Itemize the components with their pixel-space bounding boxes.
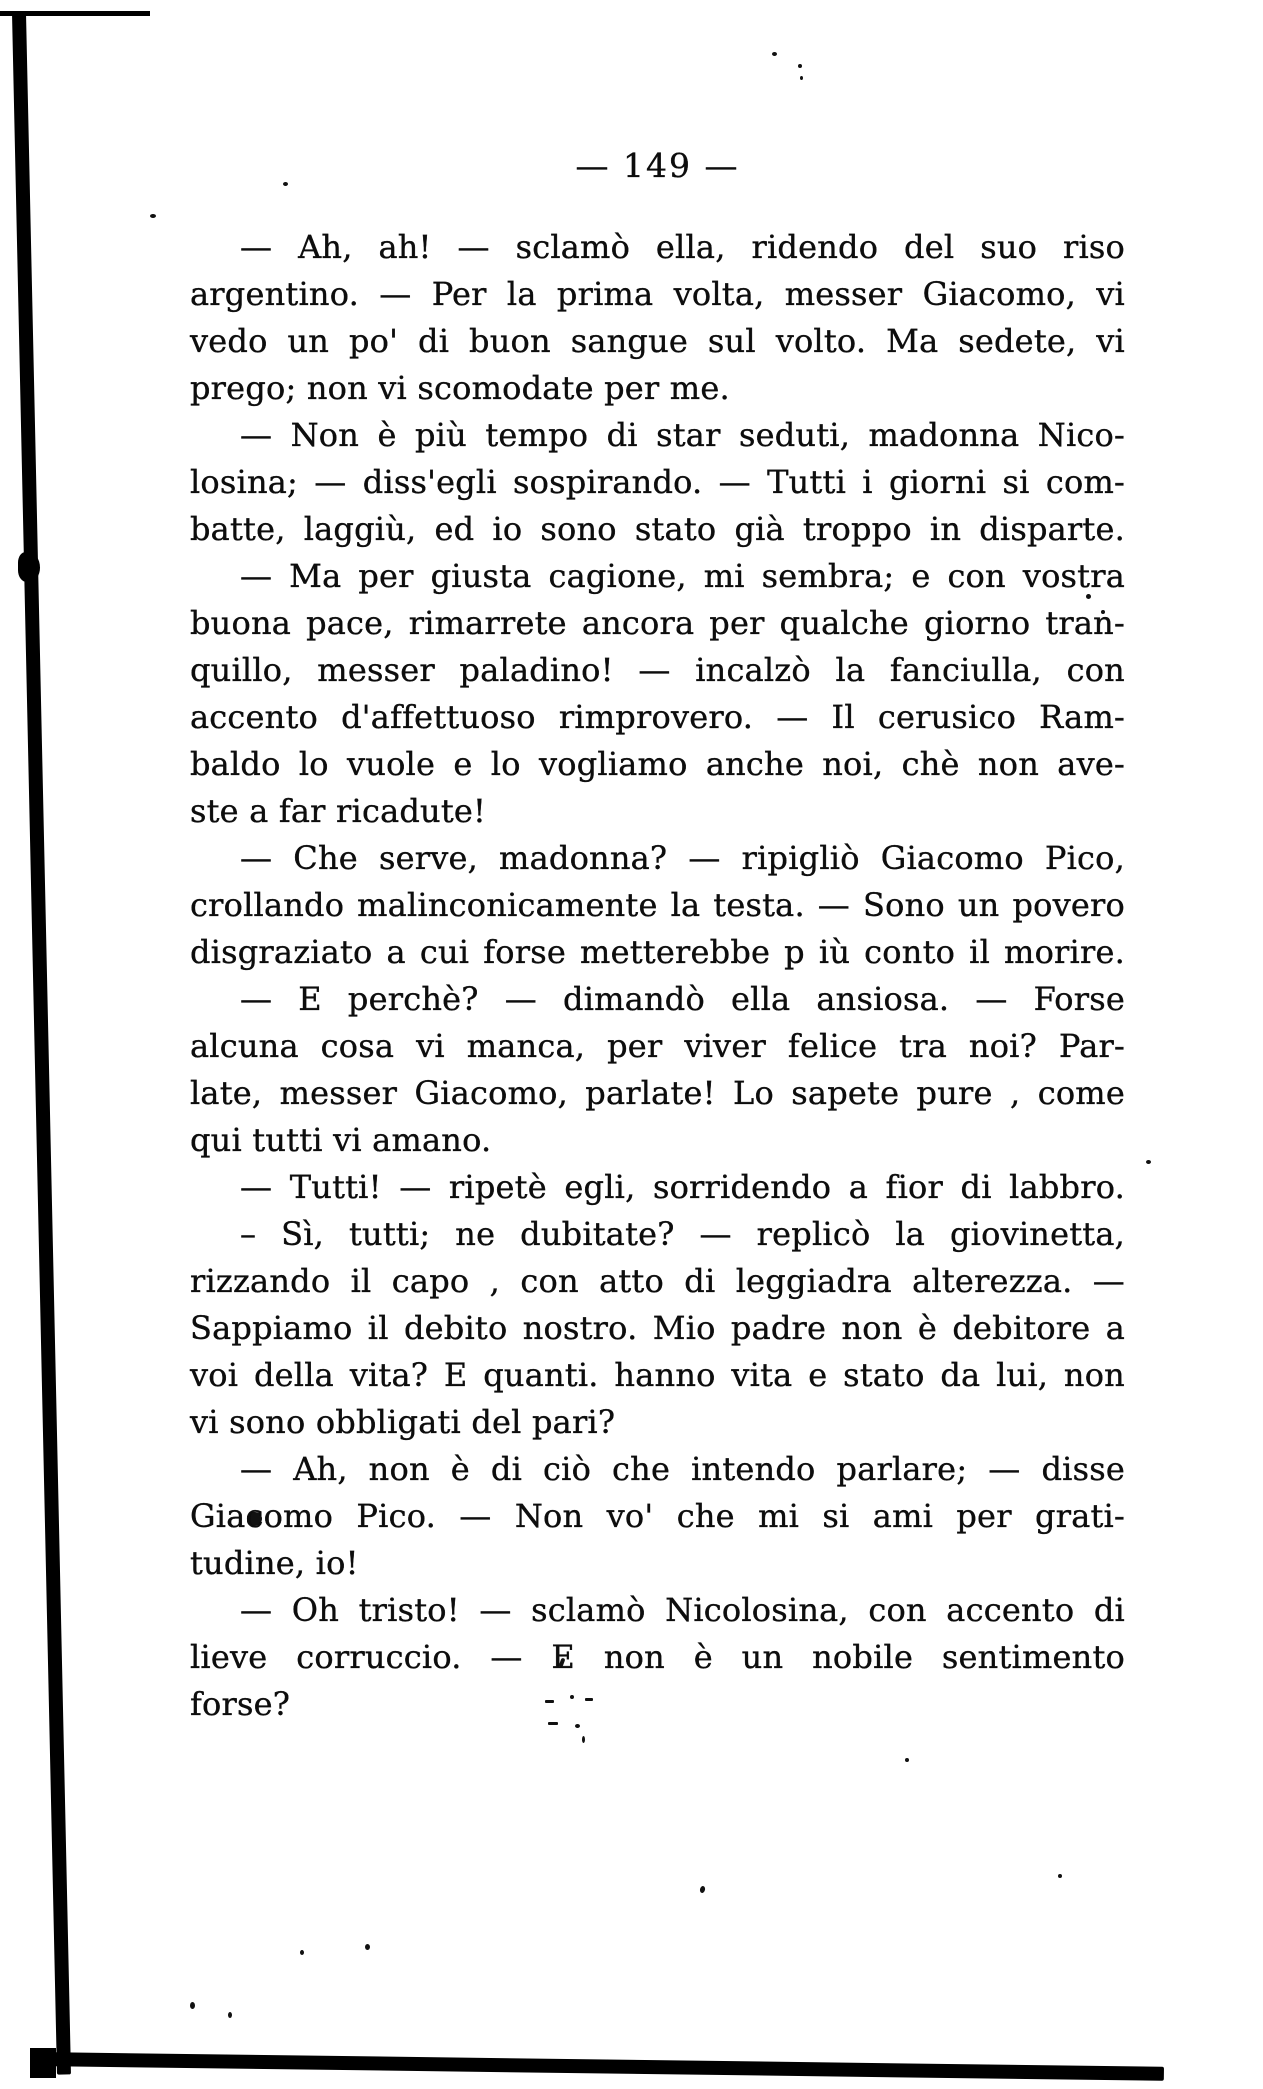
page-corner-mark — [30, 2048, 56, 2078]
text-line: — E perchè? — dimandò ella ansiosa. — Forse — [240, 980, 1125, 1018]
text-line: Giacomo Pico. — Non vo' che mi si ami per grati- — [190, 1497, 1125, 1535]
ink-speck — [582, 1736, 585, 1743]
ink-speck — [699, 1885, 706, 1893]
text-line: voi della vita? E quanti. hanno vita e stato da lui, non — [190, 1356, 1125, 1394]
text-line: batte, laggiù, ed io sono stato già troppo in disparte. — [190, 510, 1125, 548]
text-line: tudine, io! — [190, 1544, 359, 1582]
ink-speck — [190, 2002, 195, 2009]
text-line: rizzando il capo , con atto di leggiadra alterezza. — — [190, 1262, 1125, 1300]
text-line: crollando malinconicamente la testa. — Sono un povero — [190, 886, 1125, 924]
text-line: late, messer Giacomo, parlate! Lo sapete pure , come — [190, 1074, 1125, 1112]
text-line: — Ah, non è di ciò che intendo parlare; — disse — [240, 1450, 1125, 1488]
page-number-header: — 149 — — [575, 146, 740, 185]
text-line: argentino. — Per la prima volta, messer Giacomo, vi — [190, 275, 1125, 313]
ink-speck — [800, 76, 803, 80]
text-line: — Non è più tempo di star seduti, madonna Nico- — [240, 416, 1125, 454]
text-line: alcuna cosa vi manca, per viver felice tra noi? Par- — [190, 1027, 1125, 1065]
page-edge-bottom-line — [34, 2052, 1164, 2081]
text-line: — Che serve, madonna? — ripigliò Giacomo Pico, — [240, 839, 1125, 877]
text-line: — Oh tristo! — sclamò Nicolosina, con accento di — [240, 1591, 1125, 1629]
text-line: vi sono obbligati del pari? — [190, 1403, 616, 1441]
ink-speck — [365, 1944, 370, 1950]
ink-speck — [905, 1758, 909, 1762]
text-line: baldo lo vuole e lo vogliamo anche noi, chè non ave- — [190, 745, 1125, 783]
text-line: lieve corruccio. — E non è un nobile sentimento — [190, 1638, 1125, 1676]
ink-speck — [228, 2012, 232, 2018]
ink-speck — [772, 52, 777, 56]
binding-gutter-bar — [12, 13, 71, 2075]
ink-speck — [150, 214, 156, 218]
ink-blob-left-margin — [18, 552, 40, 582]
text-line: Sappiamo il debito nostro. Mio padre non è debitore a — [190, 1309, 1125, 1347]
text-line: — Ah, ah! — sclamò ella, ridendo del suo riso — [240, 228, 1125, 266]
ink-speck — [300, 1950, 304, 1955]
text-line: accento d'affettuoso rimprovero. — Il cerusico Ram- — [190, 698, 1125, 736]
text-line: – Sì, tutti; ne dubitate? — replicò la giovinetta, — [240, 1215, 1125, 1253]
text-line: ste a far ricadute! — [190, 792, 487, 830]
text-line: disgraziato a cui forse metterebbe p iù conto il morire. — [190, 933, 1125, 971]
ink-speck — [1058, 1874, 1062, 1878]
text-line: vedo un po' di buon sangue sul volto. Ma sedete, vi — [190, 322, 1125, 360]
text-line: prego; non vi scomodate per me. — [190, 369, 730, 407]
text-line: forse? — [190, 1685, 291, 1723]
text-line: losina; — diss'egli sospirando. — Tutti i giorni si com- — [190, 463, 1125, 501]
ink-speck — [798, 64, 802, 68]
text-block — [190, 224, 1125, 1728]
text-line: buona pace, rimarrete ancora per qualche giorno tran- — [190, 604, 1125, 642]
ink-speck — [1146, 1160, 1151, 1164]
text-line: qui tutti vi amano. — [190, 1121, 492, 1159]
text-line: quillo, messer paladino! — incalzò la fanciulla, con — [190, 651, 1125, 689]
text-line: — Tutti! — ripetè egli, sorridendo a fior di labbro. — [240, 1168, 1125, 1206]
text-line: — Ma per giusta cagione, mi sembra; e con vostra — [240, 557, 1125, 595]
